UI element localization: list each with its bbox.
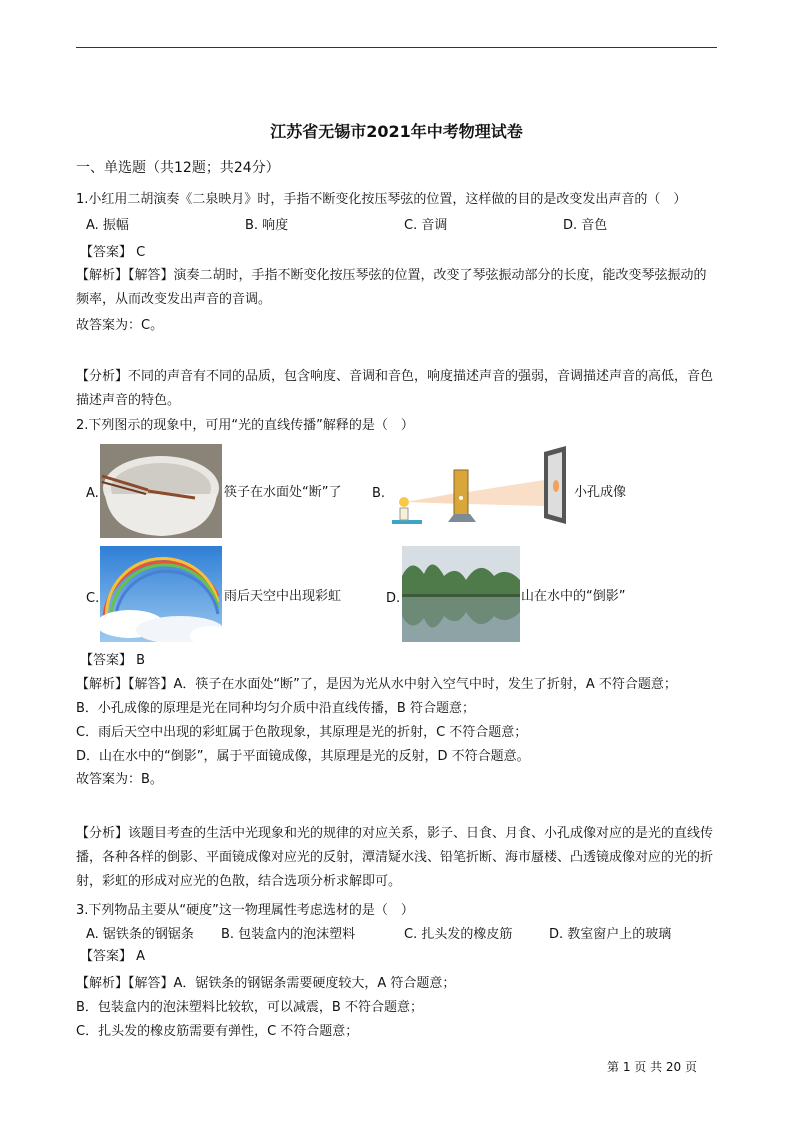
q2-option-a-text: 筷子在水面处“断”了: [224, 485, 342, 500]
q2-analysis-line-2: B．小孔成像的原理是光在同种均匀介质中沿直线传播，B 符合题意；: [76, 701, 475, 716]
q1-stem: 1.小红用二胡演奏《二泉映月》时，手指不断变化按压琴弦的位置，这样做的目的是改变发出声音的（ ）: [76, 192, 687, 207]
pinhole-camera-image: [384, 444, 574, 528]
q1-fenxi: 【分析】不同的声音有不同的品质，包含响度、音调和音色，响度描述声音的强弱，音调描述声音的高低，音色描述声音的特色。: [76, 369, 714, 408]
page-footer: 第 1 页 共 20 页: [607, 1060, 697, 1074]
q2-option-c-text: 雨后天空中出现彩虹: [224, 589, 342, 604]
q1-option-d[interactable]: D. 音色: [563, 218, 608, 233]
q3-answer: 【答案】 A: [80, 949, 146, 964]
q1-conclusion: 故答案为：C。: [76, 318, 164, 333]
q3-option-b[interactable]: B. 包装盒内的泡沫塑料: [221, 927, 356, 942]
q2-fenxi: 【分析】该题目考查的生活中光现象和光的规律的对应关系，影子、日食、月食、小孔成像对应的是光的直线传播，各种各样的倒影、平面镜成像对应光的反射，潭清疑水浅、铅笔折断、海市蜃楼、凸透镜成像对应的光的折射，彩虹的形成对应光的色散，结合选项分析求解即可。: [76, 826, 714, 889]
q2-option-d-letter[interactable]: D.: [386, 591, 401, 606]
q3-analysis-line-2: B．包装盒内的泡沫塑料比较软，可以减震，B 不符合题意；: [76, 1000, 423, 1015]
q3-analysis-line-1: 【解析】【解答】A．锯铁条的钢锯条需要硬度较大，A 符合题意；: [76, 976, 456, 991]
q2-stem: 2.下列图示的现象中，可用“光的直线传播”解释的是（ ）: [76, 418, 414, 433]
q2-answer: 【答案】 B: [80, 653, 146, 668]
rainbow-image: [100, 546, 222, 642]
q3-analysis-line-3: C．扎头发的橡皮筋需要有弹性，C 不符合题意；: [76, 1024, 359, 1039]
chopsticks-bowl-image: [100, 444, 222, 538]
q1-option-c[interactable]: C. 音调: [404, 218, 448, 233]
q3-option-c[interactable]: C. 扎头发的橡皮筋: [404, 927, 513, 942]
q2-option-a-letter[interactable]: A.: [86, 486, 99, 501]
q2-option-c-letter[interactable]: C.: [86, 591, 100, 606]
q1-analysis: 【解析】【解答】演奏二胡时，手指不断变化按压琴弦的位置，改变了琴弦振动部分的长度，能改变琴弦振动的频率，从而改变发出声音的音调。: [76, 268, 707, 307]
page-title: 江苏省无锡市2021年中考物理试卷: [270, 122, 523, 141]
q3-option-d[interactable]: D. 教室窗户上的玻璃: [549, 927, 672, 942]
q2-option-b-letter[interactable]: B.: [372, 486, 386, 501]
q3-option-a[interactable]: A. 锯铁条的钢锯条: [86, 927, 194, 942]
q1-option-b[interactable]: B. 响度: [245, 218, 289, 233]
q2-analysis-line-3: C．雨后天空中出现的彩虹属于色散现象，其原理是光的折射，C 不符合题意；: [76, 725, 528, 740]
mountain-reflection-image: [402, 546, 520, 642]
q2-option-d-text: 山在水中的“倒影”: [521, 589, 626, 604]
q2-analysis-line-4: D．山在水中的“倒影”，属于平面镜成像，其原理是光的反射，D 不符合题意。: [76, 749, 530, 764]
q1-option-a[interactable]: A. 振幅: [86, 218, 129, 233]
q2-option-b-text: 小孔成像: [574, 485, 627, 500]
header-rule: [76, 47, 717, 48]
q1-answer: 【答案】 C: [80, 245, 146, 260]
q3-stem: 3.下列物品主要从“硬度”这一物理属性考虑选材的是（ ）: [76, 903, 414, 918]
q2-conclusion: 故答案为：B。: [76, 772, 163, 787]
q2-analysis-line-1: 【解析】【解答】A．筷子在水面处“断”了，是因为光从水中射入空气中时，发生了折射，A 不符合题意；: [76, 677, 677, 692]
section-heading: 一、单选题（共12题；共24分）: [76, 160, 280, 176]
